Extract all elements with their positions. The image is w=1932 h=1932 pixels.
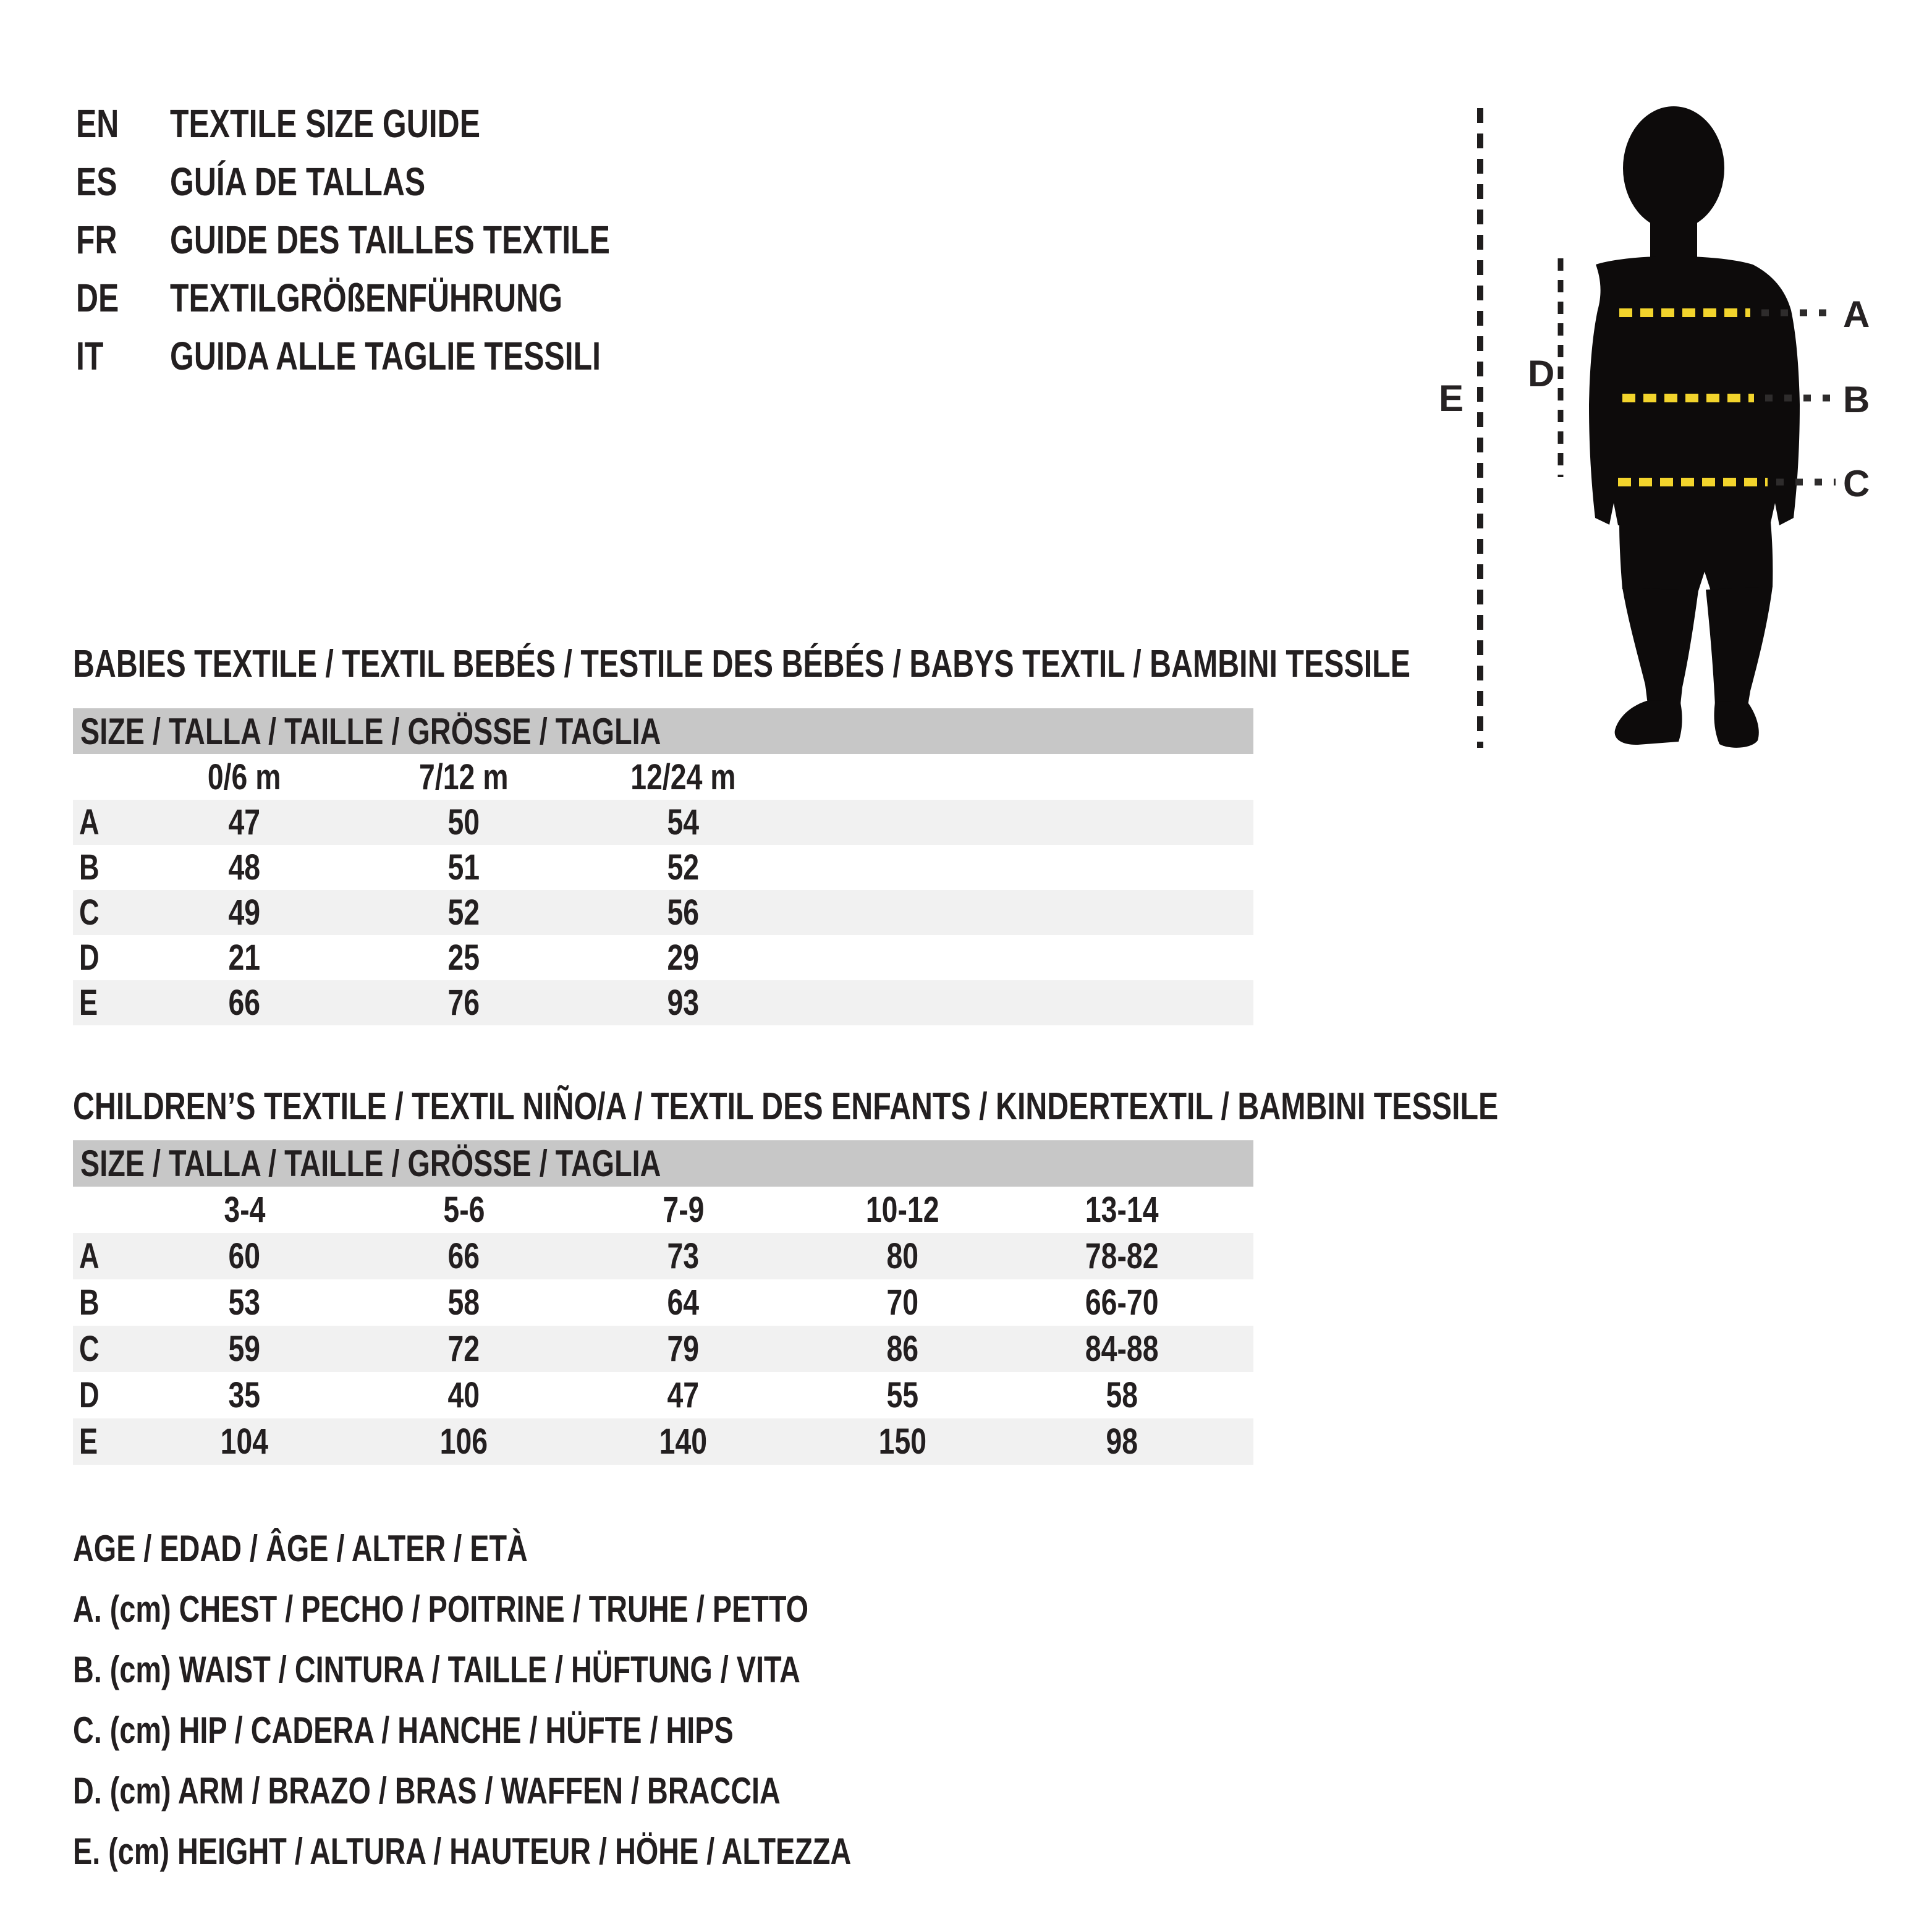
table-row [73,1372,1253,1418]
legend-chest-line: A. (cm) CHEST / PECHO / POITRINE / TRUHE / PETTO [73,1588,809,1630]
size-value-text: 93 [667,983,700,1023]
size-value [354,802,574,843]
size-value-text: 73 [667,1236,700,1276]
size-value-text: 49 [228,892,261,933]
size-value-text: 150 [878,1421,927,1462]
column-header-text: 7/12 m [419,756,509,797]
legend-waist-line: B. (cm) WAIST / CINTURA / TAILLE / HÜFTUNG / VITA [73,1649,800,1690]
measure-label-C: C [1843,463,1870,504]
size-value-text: 58 [1106,1375,1138,1415]
guide-title: TEXTILGRÖßENFÜHRUNG [170,276,563,320]
size-value-text: 64 [667,1282,700,1323]
size-value [1012,1421,1232,1462]
size-value [135,1328,354,1370]
size-value-text: 70 [886,1282,919,1323]
row-label [73,1282,135,1323]
size-value-text: 35 [228,1375,261,1415]
column-header-text: 3-4 [223,1190,266,1230]
size-value-text: 106 [439,1421,488,1462]
size-value [354,1282,574,1323]
size-value-text: 66 [228,983,261,1023]
size-value-text: 48 [228,847,261,888]
size-value [574,1328,793,1370]
row-label-text: D [79,1375,100,1415]
guide-title: GUÍA DE TALLAS [170,159,426,204]
row-label-text: D [79,938,100,978]
size-value-text: 47 [228,802,261,842]
size-value-text: 98 [1106,1421,1138,1462]
size-value [574,982,793,1023]
row-label-text: E [79,1421,98,1462]
size-value-text: 25 [447,938,480,978]
row-label-text: C [79,1329,100,1369]
row-label [73,937,135,978]
size-value [793,1421,1012,1462]
size-value-text: 66 [447,1236,480,1276]
table-row [73,935,1253,980]
column-header-text: 12/24 m [630,756,736,797]
size-value [1012,1282,1232,1323]
row-label-text: E [79,983,98,1023]
size-header-text: SIZE / TALLA / TAILLE / GRÖSSE / TAGLIA [80,1143,661,1184]
size-header-bar [73,1140,1253,1187]
measure-label-A: A [1843,294,1870,335]
row-label [73,1235,135,1277]
babies-section-title [73,643,1787,686]
size-value [793,1282,1012,1323]
column-header-text: 7-9 [662,1190,705,1230]
measurement-legend [73,1519,1070,1882]
size-value [574,1282,793,1323]
column-header-text: 5-6 [443,1190,485,1230]
size-value-text: 80 [886,1236,919,1276]
size-value-text: 76 [447,983,480,1023]
size-value [354,892,574,933]
column-header [574,756,793,798]
row-label-text: B [79,1282,100,1323]
size-value [135,937,354,978]
size-value-text: 72 [447,1329,480,1369]
row-label [73,1375,135,1416]
table-row [73,1326,1253,1372]
size-value [135,1375,354,1416]
size-value-text: 56 [667,892,700,933]
table-row [73,980,1253,1025]
size-value [135,982,354,1023]
size-value-text: 47 [667,1375,700,1415]
size-value-text: 50 [447,802,480,842]
size-value-text: 52 [667,847,700,888]
size-value [135,802,354,843]
size-value-text: 40 [447,1375,480,1415]
language-code: IT [76,334,104,378]
table-row [73,800,1253,845]
column-header [135,756,354,798]
size-value [1012,1235,1232,1277]
size-value [793,1328,1012,1370]
size-value-text: 52 [447,892,480,933]
size-value [1012,1375,1232,1416]
column-header [1012,1189,1232,1231]
size-value-text: 140 [659,1421,708,1462]
babies-size-table [73,708,1253,1025]
size-value-text: 21 [228,938,261,978]
size-value [574,802,793,843]
column-header-text: 10-12 [866,1190,939,1230]
legend-height-line: E. (cm) HEIGHT / ALTURA / HAUTEUR / HÖHE / ALTEZZA [73,1831,852,1872]
language-code: ES [76,159,117,204]
size-value-text: 55 [886,1375,919,1415]
size-value-text: 60 [228,1236,261,1276]
children-size-table [73,1140,1253,1465]
size-value-text: 84-88 [1085,1329,1159,1369]
column-header [574,1189,793,1231]
size-value [135,1421,354,1462]
table-row [73,1233,1253,1279]
row-label [73,1328,135,1370]
column-header [135,1189,354,1231]
legend-age-line: AGE / EDAD / ÂGE / ALTER / ETÀ [73,1528,528,1569]
column-header [793,1189,1012,1231]
row-label [73,847,135,888]
size-value [793,1235,1012,1277]
size-value [574,1375,793,1416]
language-title-list [76,95,734,385]
size-value [354,1328,574,1370]
size-value [1012,1328,1232,1370]
size-value-text: 86 [886,1329,919,1369]
size-value [354,1375,574,1416]
children-section-title [73,1085,1900,1129]
size-value-text: 51 [447,847,480,888]
legend-hip-line: C. (cm) HIP / CADERA / HANCHE / HÜFTE / HIPS [73,1710,734,1751]
measure-label-E: E [1439,378,1464,419]
size-columns-row [73,1187,1253,1233]
size-value [135,1235,354,1277]
row-label [73,802,135,843]
guide-title: GUIDE DES TAILLES TEXTILE [170,218,610,262]
row-label [73,1421,135,1462]
size-value [574,892,793,933]
size-value [135,892,354,933]
language-code: DE [76,276,119,320]
size-value [574,937,793,978]
measure-label-B: B [1843,379,1870,420]
size-value [354,937,574,978]
measure-label-D: D [1528,353,1555,394]
language-code: EN [76,101,119,146]
size-columns-row [73,754,1253,800]
size-value [574,1235,793,1277]
column-header-text: 13-14 [1085,1190,1159,1230]
size-value [354,1235,574,1277]
size-value-text: 54 [667,802,700,842]
size-value-text: 104 [220,1421,269,1462]
table-row [73,1279,1253,1326]
size-value-text: 58 [447,1282,480,1323]
row-label [73,982,135,1023]
guide-title: GUIDA ALLE TAGLIE TESSILI [170,334,601,378]
table-row [73,890,1253,935]
table-row [73,845,1253,890]
table-row [73,1418,1253,1465]
row-label-text: A [79,802,100,842]
size-value-text: 66-70 [1085,1282,1159,1323]
column-header [354,1189,574,1231]
size-value [354,982,574,1023]
legend-arm-line: D. (cm) ARM / BRAZO / BRAS / WAFFEN / BRACCIA [73,1770,781,1811]
size-value [793,1375,1012,1416]
size-header-text: SIZE / TALLA / TAILLE / GRÖSSE / TAGLIA [80,710,661,752]
column-header-text: 0/6 m [208,756,281,797]
size-value-text: 59 [228,1329,261,1369]
children-section-title-text: CHILDREN’S TEXTILE / TEXTIL NIÑO/A / TEXTIL DES ENFANTS / KINDERTEXTIL / BAMBINI TESSILE [73,1085,1499,1128]
size-value [135,1282,354,1323]
size-value [135,847,354,888]
babies-section-title-text: BABIES TEXTILE / TEXTIL BEBÉS / TESTILE DES BÉBÉS / BABYS TEXTIL / BAMBINI TESSILE [73,643,1410,685]
size-header-bar [73,708,1253,754]
size-value-text: 53 [228,1282,261,1323]
row-label [73,892,135,933]
row-label-text: C [79,892,100,933]
size-value [574,847,793,888]
size-value-text: 29 [667,938,700,978]
size-value-text: 78-82 [1085,1236,1159,1276]
size-value [574,1421,793,1462]
guide-title: TEXTILE SIZE GUIDE [170,101,481,146]
row-label-text: A [79,1236,100,1276]
row-label-text: B [79,847,100,888]
language-code: FR [76,218,117,262]
size-value [354,847,574,888]
size-value-text: 79 [667,1329,700,1369]
column-header [354,756,574,798]
size-value [354,1421,574,1462]
